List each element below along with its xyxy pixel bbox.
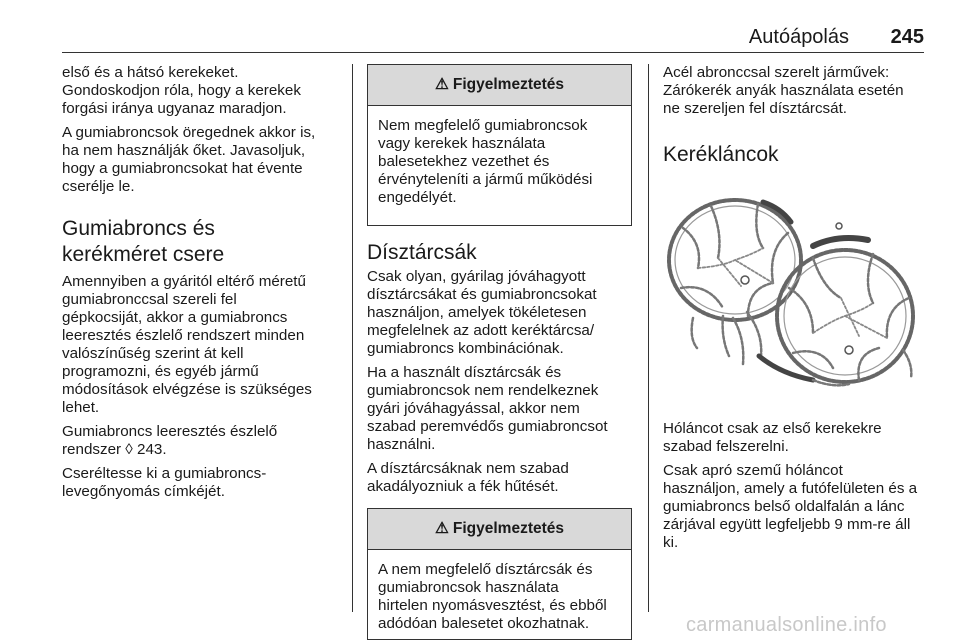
paragraph: Cseréltesse ki a gumiabroncs- levegőnyomás címkéjét. [62, 465, 267, 500]
page-number: 245 [890, 26, 924, 48]
column-1 [62, 64, 344, 507]
warning-title: Figyelmeztetés [452, 76, 565, 93]
column-3 [663, 64, 929, 558]
section-heading-wheel-covers: Dísztárcsák [367, 241, 477, 264]
paragraph: Amennyiben a gyáritól eltérő méretű gumiabronccsal szereli fel gépkocsiját, akkor a gumiabroncs leeresztés észlelő rendszert minden valószínűség szerint át kell programozni, és egyéb jármű módosítások elvégzése is szükséges lehet. [62, 273, 312, 416]
warning-header [368, 509, 631, 550]
warning-text: Nem megfelelő gumiabroncsok vagy kerekek használata balesetekhez vezethet és érvényteleníti a jármű működési engedélyét. [378, 117, 593, 206]
warning-title: Figyelmeztetés [452, 520, 565, 537]
chapter-title: Autóápolás [748, 26, 849, 48]
paragraph: Hóláncot csak az első kerekekre szabad felszerelni. [663, 420, 882, 455]
watermark: carmanualsonline.info [686, 614, 887, 636]
warning-triangle-icon: ⚠ [434, 520, 449, 537]
column-2 [367, 64, 632, 640]
paragraph: Csak apró szemű hóláncot használjon, amely a futófelületen és a gumiabroncs belső oldalfalán a lánc zárjával együtt legfeljebb 9 mm-re áll ki. [663, 462, 918, 551]
paragraph-with-page-ref[interactable]: Gumiabroncs leeresztés észlelő rendszer ◊ 243. [62, 423, 278, 458]
warning-box [367, 508, 632, 640]
warning-box [367, 64, 632, 226]
paragraph: Ha a használt dísztárcsák és gumiabroncsok nem rendelkeznek gyári jóváhagyással, akkor nem szabad peremvédős gumiabroncsot használni. [367, 364, 608, 453]
column-divider [648, 64, 649, 612]
warning-triangle-icon: ⚠ [434, 76, 449, 93]
paragraph: első és a hátsó kerekeket. Gondoskodjon róla, hogy a kerekek forgási iránya ugyanaz maradjon. [62, 64, 301, 117]
paragraph: Csak olyan, gyárilag jóváhagyott dísztárcsákat és gumiabroncsokat használjon, amelyek tökéletesen megfelelnek az adott keréktárcsa/ gumiabroncs kombinációnak. [367, 268, 597, 357]
paragraph: A gumiabroncsok öregednek akkor is, ha nem használják őket. Javasoljuk, hogy a gumiabroncsokat hat évente cserélje le. [62, 124, 316, 195]
section-heading-snow-chains: Kerékláncok [663, 143, 779, 166]
column-divider [352, 64, 353, 612]
paragraph: A dísztárcsáknak nem szabad akadályozniuk a fék hűtését. [367, 460, 569, 495]
snow-chain-illustration [663, 188, 925, 406]
paragraph: Acél abronccsal szerelt járművek: Zárókerék anyák használata esetén ne szereljen fel dísztárcsát. [663, 64, 904, 117]
warning-header [368, 65, 631, 106]
warning-text: A nem megfelelő dísztárcsák és gumiabroncsok használata hirtelen nyomásvesztést, és ebből adódóan balesetet okozhatnak. [378, 561, 607, 632]
section-heading-tyre-change: Gumiabroncs és kerékméret csere [62, 217, 225, 266]
page-header [62, 22, 924, 53]
